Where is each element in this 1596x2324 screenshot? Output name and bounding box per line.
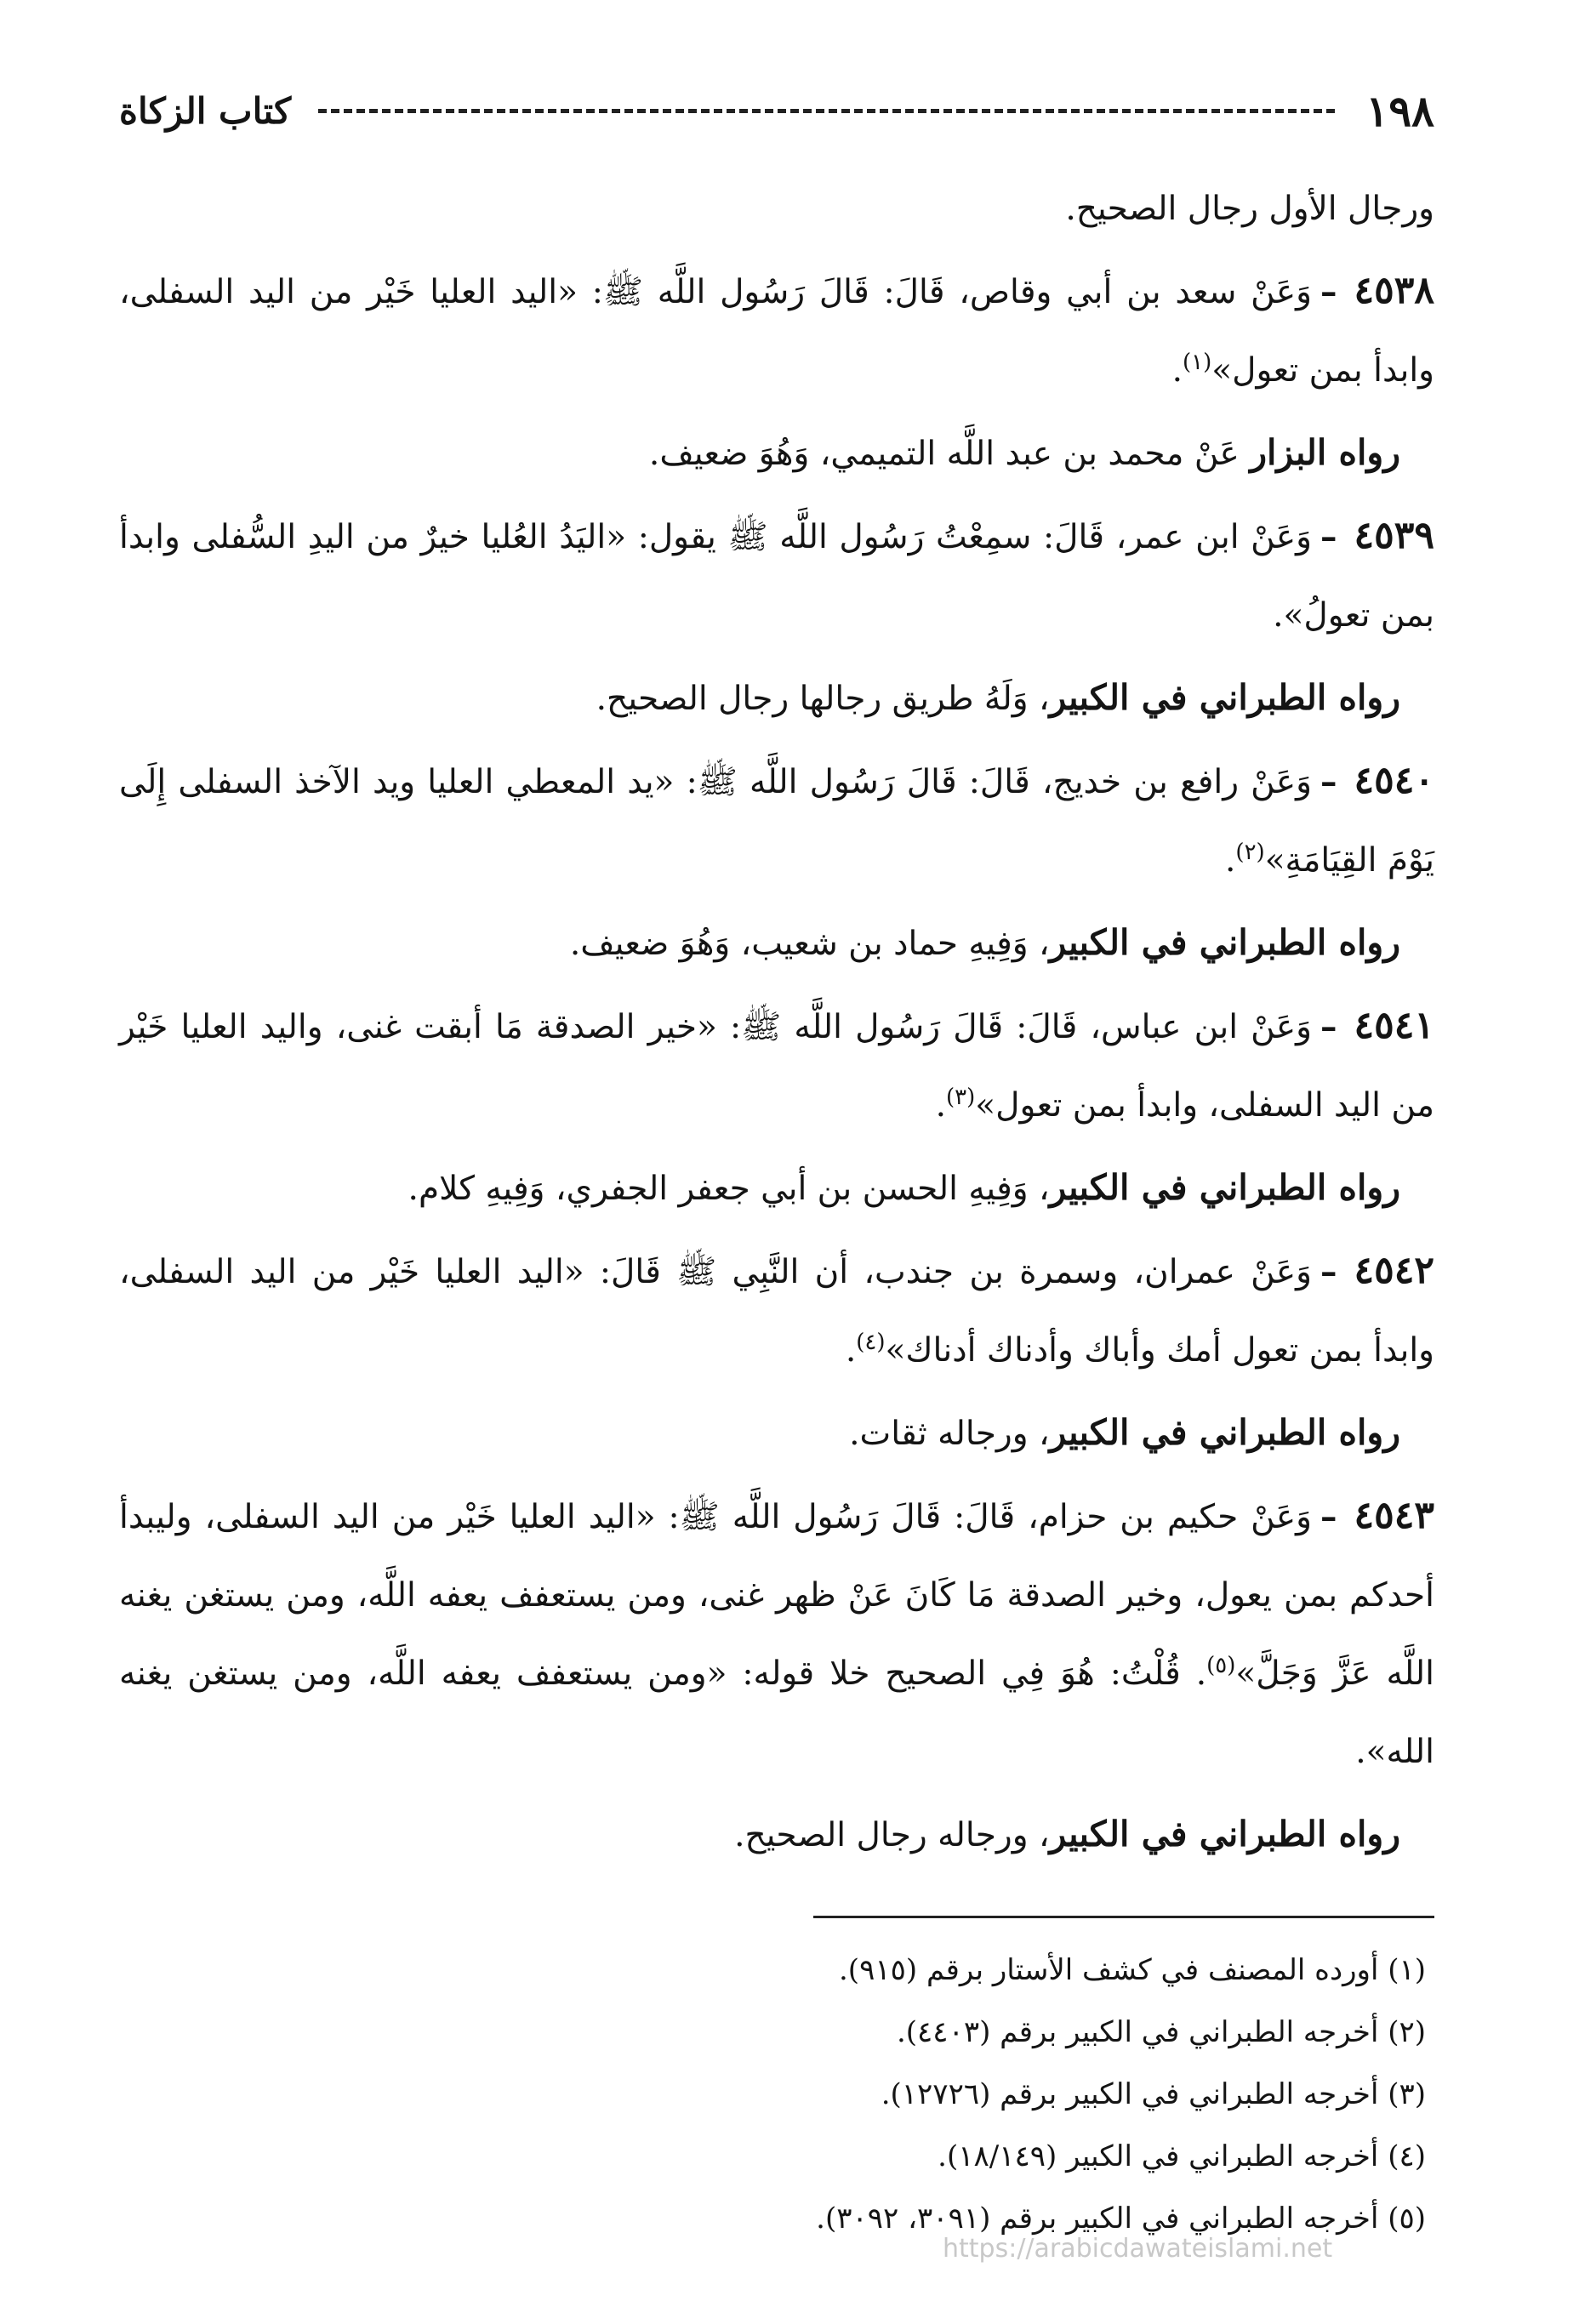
hadith-number: ٤٥٤٢	[1354, 1249, 1434, 1292]
hadith-text: وَعَنْ ابن عمر، قَالَ: سمِعْتُ رَسُول اللَّه ﷺ يقول: «اليَدُ العُليا خيرٌ من اليدِ السُّفلى وابدأ بمن تعولُ».	[119, 518, 1434, 635]
hadith-dash: –	[1320, 1497, 1337, 1536]
source-name: رواه الطبراني في الكبير	[1049, 922, 1400, 963]
footnote-ref: (٢)	[1235, 840, 1265, 865]
hadith-end: .	[845, 1331, 857, 1370]
source-rest: ، ورجاله ثقات.	[849, 1415, 1050, 1453]
hadith-dash: –	[1320, 1252, 1337, 1291]
hadith-text: وَعَنْ ابن عباس، قَالَ: قَالَ رَسُول اللَّه ﷺ: «خير الصدقة مَا أبقت غنى، واليد العليا خَيْر من اليد السفلى، وابدأ بمن تعول»	[119, 1008, 1434, 1125]
source-rest: ، ورجاله رجال الصحيح.	[734, 1816, 1050, 1854]
footnote-item: (٤) أخرجه الطبراني في الكبير (١٨/١٤٩).	[938, 2139, 1426, 2173]
page-header	[119, 81, 1434, 140]
footnote-ref: (٥)	[1206, 1653, 1236, 1678]
hadith-dash: –	[1320, 272, 1337, 311]
source-rest: عَنْ محمد بن عبد اللَّه التميمي، وَهُوَ ضعيف.	[648, 435, 1251, 473]
source-name: رواه البزار	[1250, 432, 1400, 473]
hadith-number: ٤٥٣٩	[1354, 514, 1434, 557]
source-line	[119, 1148, 1434, 1228]
hadith-number: ٤٥٣٨	[1354, 269, 1434, 312]
page-body	[119, 170, 1434, 1878]
source-line	[119, 1795, 1434, 1875]
source-rest: ، وَفِيهِ حماد بن شعيب، وَهُوَ ضعيف.	[569, 925, 1050, 963]
source-name: رواه الطبراني في الكبير	[1049, 1167, 1400, 1208]
watermark-url: https://arabicdawateislami.net	[943, 2234, 1333, 2264]
header-dashed-rule	[318, 109, 1335, 113]
hadith-number: ٤٥٤١	[1354, 1004, 1434, 1047]
hadith-dash: –	[1320, 762, 1337, 801]
footnote-divider	[813, 1916, 1434, 1918]
hadith-4540	[119, 742, 1434, 900]
source-name: رواه الطبراني في الكبير	[1049, 1412, 1400, 1453]
footnote-ref: (٣)	[946, 1085, 976, 1110]
hadith-text: وَعَنْ رافع بن خديج، قَالَ: قَالَ رَسُول اللَّه ﷺ: «يد المعطي العليا ويد الآخذ السفلى إِلَى يَوْمَ القِيَامَةِ»	[119, 763, 1434, 880]
page-number: ١٩٨	[1365, 85, 1434, 136]
source-line	[119, 658, 1434, 738]
source-line	[119, 413, 1434, 493]
hadith-dash: –	[1320, 517, 1337, 556]
hadith-4538	[119, 252, 1434, 410]
hadith-end: .	[1225, 841, 1236, 880]
source-name: رواه الطبراني في الكبير	[1049, 677, 1400, 718]
source-line	[119, 1393, 1434, 1473]
footnote-ref: (٤)	[856, 1330, 886, 1355]
book-title: كتاب الزكاة	[119, 89, 292, 132]
hadith-end: .	[1171, 351, 1183, 390]
hadith-text: وَعَنْ حكيم بن حزام، قَالَ: قَالَ رَسُول اللَّه ﷺ: «اليد العليا خَيْر من اليد السفلى، وليبدأ أحدكم بمن يعول، وخير الصدقة مَا كَانَ عَنْ ظهر غنى، ومن يستعفف يعفه اللَّه، ومن يستغن يغنه اللَّه عَزَّ وَجَلَّ»	[119, 1498, 1434, 1693]
footnote-item: (٣) أخرجه الطبراني في الكبير برقم (١٢٧٢٦).	[881, 2077, 1426, 2111]
hadith-text: وَعَنْ سعد بن أبي وقاص، قَالَ: قَالَ رَسُول اللَّه ﷺ: «اليد العليا خَيْر من اليد السفلى، وابدأ بمن تعول»	[119, 273, 1434, 390]
hadith-number: ٤٥٤٠	[1354, 759, 1434, 802]
footnote-item: (٢) أخرجه الطبراني في الكبير برقم (٤٤٠٣).	[896, 2015, 1426, 2049]
source-rest: ، وَلَهُ طريق رجالها رجال الصحيح.	[596, 680, 1050, 718]
hadith-4543	[119, 1477, 1434, 1791]
hadith-end: . قُلْتُ: هُوَ فِي الصحيح خلا قوله: «ومن يستعفف يعفه اللَّه، ومن يستغن يغنه الله».	[119, 1655, 1434, 1771]
footnote-item: (١) أورده المصنف في كشف الأستار برقم (٩١٥).	[839, 1953, 1426, 1987]
source-name: رواه الطبراني في الكبير	[1049, 1814, 1400, 1854]
source-rest: ، وَفِيهِ الحسن بن أبي جعفر الجفري، وَفِيهِ كلام.	[408, 1170, 1050, 1208]
intro-line: ورجال الأول رجال الصحيح.	[1065, 190, 1434, 228]
footnote-item: (٥) أخرجه الطبراني في الكبير برقم (٣٠٩١، ٣٠٩٢).	[816, 2202, 1426, 2236]
hadith-text: وَعَنْ عمران، وسمرة بن جندب، أن النَّبِي ﷺ قَالَ: «اليد العليا خَيْر من اليد السفلى، وابدأ بمن تعول أمك وأباك وأدناك أدناك»	[119, 1253, 1434, 1370]
footnotes	[510, 1940, 1426, 2250]
hadith-4541	[119, 987, 1434, 1145]
hadith-4542	[119, 1232, 1434, 1390]
hadith-number: ٤٥٤٣	[1354, 1494, 1434, 1537]
hadith-4539	[119, 497, 1434, 655]
hadith-end: .	[935, 1086, 947, 1125]
footnote-ref: (١)	[1182, 350, 1212, 375]
source-line	[119, 903, 1434, 983]
hadith-dash: –	[1320, 1007, 1337, 1046]
